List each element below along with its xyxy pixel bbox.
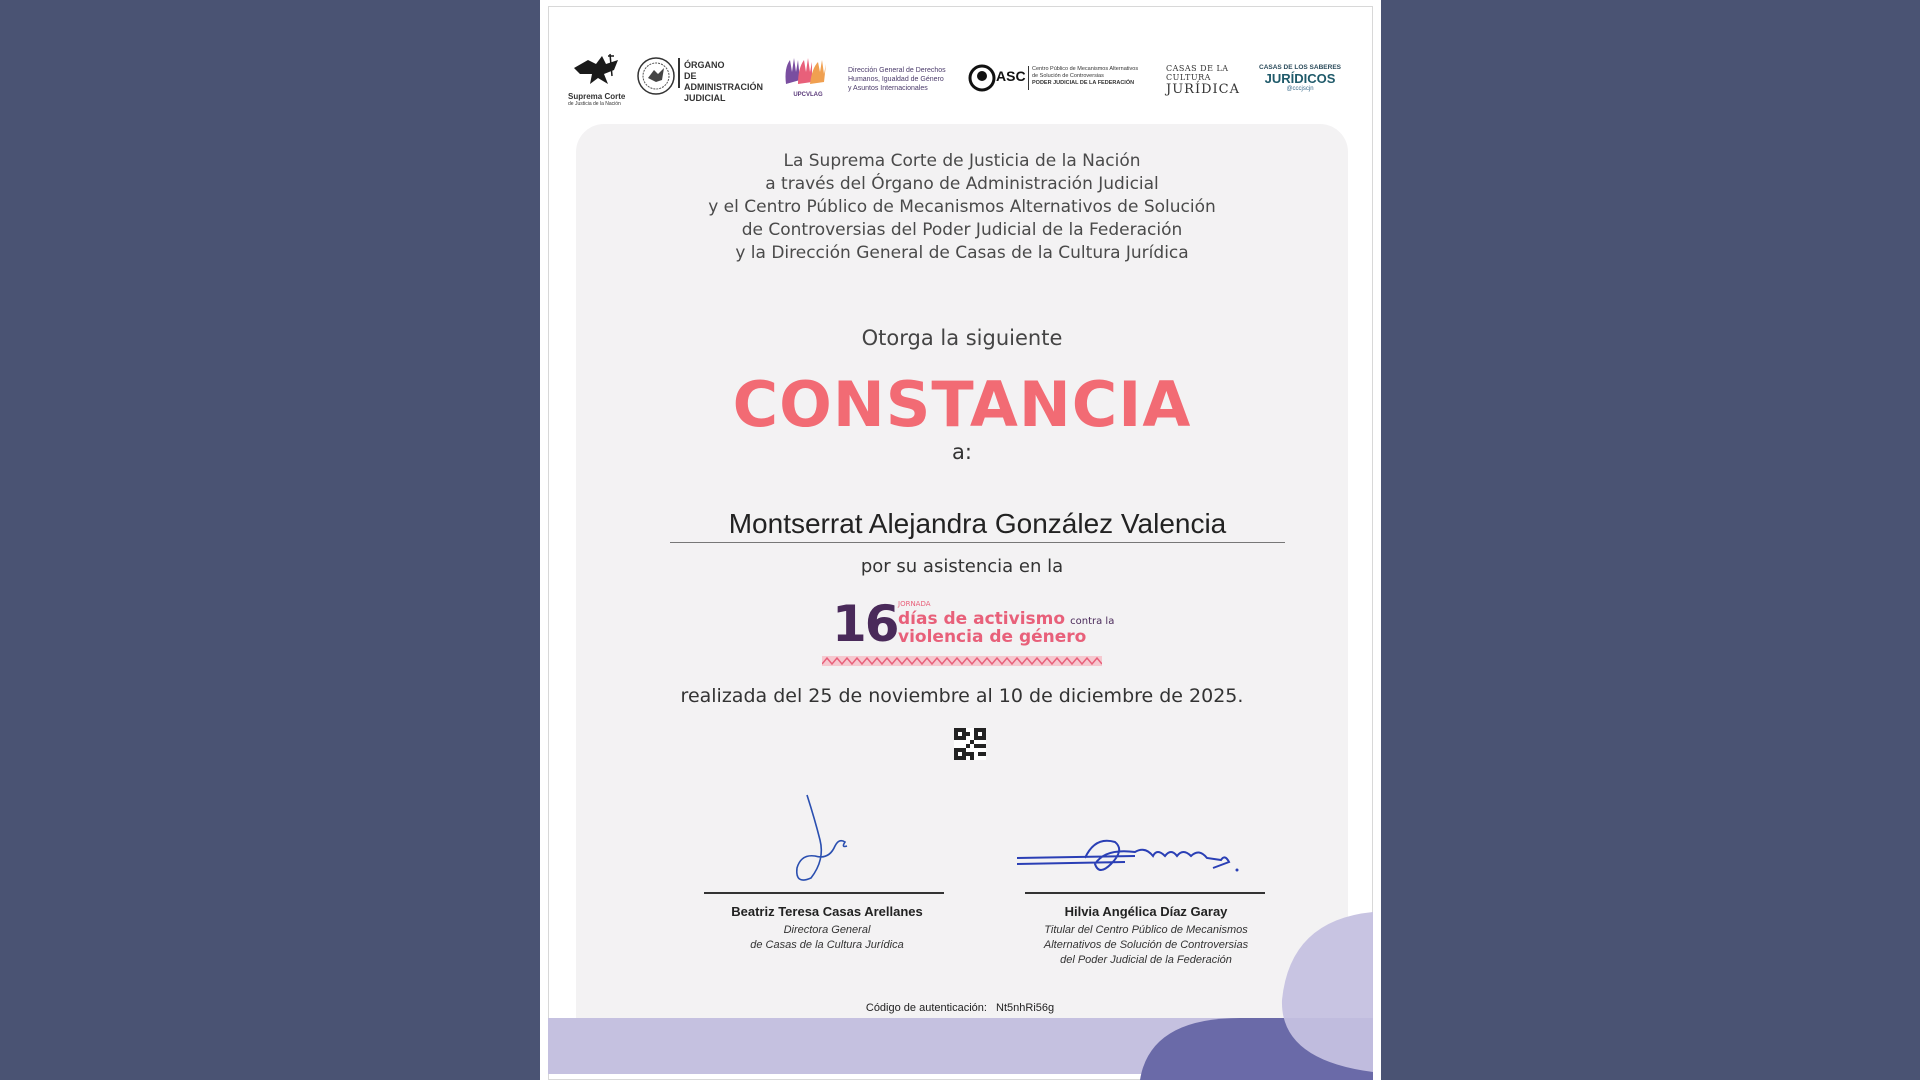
recipient-name: Montserrat Alejandra González Valencia [670, 508, 1285, 543]
signature-2-line [1025, 892, 1265, 894]
signature-2-role-line: Titular del Centro Público de Mecanismos [1044, 924, 1248, 936]
event-logo [820, 595, 1115, 668]
event-small: JORNADA [898, 600, 931, 608]
signature-1-line [704, 892, 944, 894]
intro-line: de Controversias del Poder Judicial de la Federación [741, 220, 1183, 240]
intro-line: La Suprema Corte de Justicia de la Nación [783, 151, 1141, 171]
intro-line: y la Dirección General de Casas de la Cultura Jurídica [735, 243, 1189, 263]
dgdh-line3: y Asuntos Internacionales [848, 85, 928, 92]
authentication-code [690, 1002, 1230, 1014]
signature-1-role-line: de Casas de la Cultura Jurídica [750, 939, 904, 951]
masc-line2: de Solución de Controversias [1032, 73, 1104, 79]
signature-2-role-line: Alternativos de Solución de Controversias [1043, 939, 1249, 951]
casas-cultura-line2: JURÍDICA [1166, 82, 1240, 97]
scjn-line2: de Justicia de la Nación [568, 101, 621, 107]
zigzag-band [822, 656, 1102, 666]
grant-text: Otorga la siguiente [861, 326, 1063, 350]
oaj-line1: ÓRGANO [684, 60, 725, 70]
masc-line3: PODER JUDICIAL DE LA FEDERACIÓN [1032, 80, 1135, 86]
recipient-prefix: a: [952, 440, 972, 464]
casas-cultura-line1: CASAS DE LA CULTURA [1166, 64, 1229, 82]
signature-1-role-line: Directora General [783, 924, 871, 936]
saberes-tag: @cccjscjn [1286, 86, 1314, 92]
masc-line1: Centro Público de Mecanismos Alternativos [1032, 66, 1139, 72]
intro-line: y el Centro Público de Mecanismos Alternativos de Solución [708, 197, 1216, 217]
dgdh-line1: Dirección General de Derechos [848, 67, 946, 74]
event-connector: contra la [1070, 616, 1115, 627]
signature-2-role-line: del Poder Judicial de la Federación [1060, 954, 1232, 966]
certificate-document [540, 0, 1381, 1080]
signature-2 [1005, 892, 1287, 968]
issuer-statement [576, 150, 1348, 265]
attendance-text: por su asistencia en la [860, 556, 1064, 577]
qr-code-icon[interactable] [954, 728, 986, 760]
oaj-line3: JUDICIAL [684, 93, 726, 103]
upcvlag-text: UPCVLAG [793, 92, 823, 98]
auth-label: Código de autenticación: [865, 1002, 987, 1014]
signature-1-image [775, 790, 875, 890]
signature-1 [702, 892, 952, 953]
signature-2-image [1015, 828, 1265, 888]
certificate-title: CONSTANCIA [732, 368, 1192, 441]
signature-1-name: Beatriz Teresa Casas Arellanes [731, 904, 923, 919]
scjn-line1: Suprema Corte [568, 92, 626, 101]
event-number: 16 [832, 595, 898, 653]
auth-code-value: Nt5nhRi56g [996, 1002, 1055, 1014]
event-line2: violencia de género [898, 627, 1087, 647]
dgdh-line2: Humanos, Igualdad de Género [848, 76, 944, 83]
masc-short: ASC [996, 68, 1026, 84]
saberes-line1: CASAS DE LOS SABERES [1259, 64, 1341, 71]
saberes-line2: JURÍDICOS [1264, 71, 1336, 86]
oaj-line2: DE ADMINISTRACIÓN [684, 71, 763, 92]
signature-2-name: Hilvia Angélica Díaz Garay [1064, 904, 1228, 919]
event-line1: días de activismo [898, 609, 1066, 629]
event-dates: realizada del 25 de noviembre al 10 de diciembre de 2025. [680, 685, 1244, 707]
intro-line: a través del Órgano de Administración Judicial [765, 174, 1159, 194]
